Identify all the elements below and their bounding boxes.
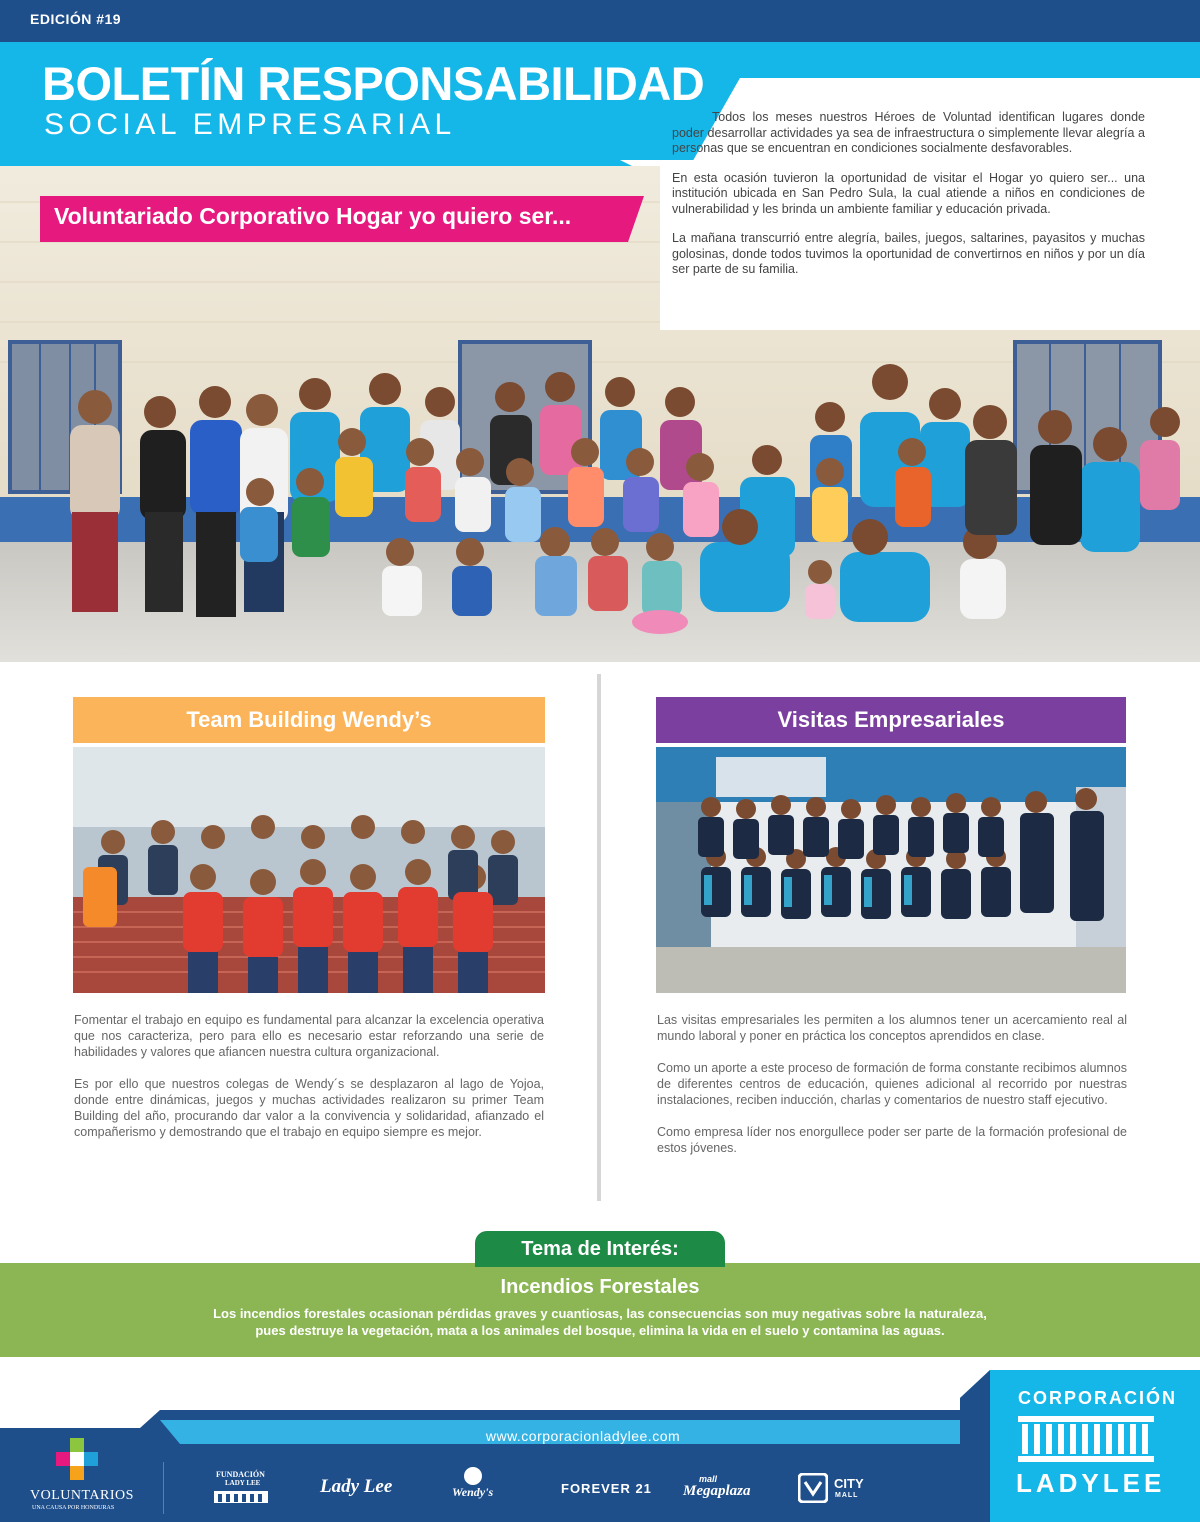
edition-label: EDICIÓN #19 xyxy=(30,11,122,27)
column-divider xyxy=(597,674,601,1201)
corporacion-logo-line2: LADYLEE xyxy=(1016,1468,1166,1498)
team-building-paragraph: Fomentar el trabajo en equipo es fundamental para alcanzar la excelencia operativa que nos caracteriza, pero para ello es necesario estar reforzando una serie de habilidades y valores que afiancen nuestra cultura organizacional. xyxy=(74,1013,544,1059)
visitas-paragraph: Como empresa líder nos enorgullece poder ser parte de la formación profesional de estos jóvenes. xyxy=(657,1125,1127,1155)
tema-body-line: pues destruye la vegetación, mata a los animales del bosque, elimina la vida en el suelo y contamina las aguas. xyxy=(255,1323,945,1338)
forever21-logo: FOREVER 21 xyxy=(561,1481,652,1496)
tema-body-line: Los incendios forestales ocasionan pérdidas graves y cuantiosas, las consecuencias son muy negativas sobre la naturaleza, xyxy=(213,1306,987,1321)
corporacion-building-icon xyxy=(1018,1412,1154,1464)
footer-divider xyxy=(163,1462,164,1514)
feature-paragraph: Todos los meses nuestros Héroes de Voluntad identifican lugares donde poder desarrollar actividades ya sea de infraestructura o simplemente llevar alegría a personas que se encuentran en condiciones socialmente desfavorables. xyxy=(672,110,1145,155)
newsletter-title: BOLETÍN RESPONSABILIDAD xyxy=(42,57,705,110)
megaplaza-logo-small: mall xyxy=(699,1474,718,1484)
top-bar xyxy=(0,0,1200,42)
newsletter-subtitle: SOCIAL EMPRESARIAL xyxy=(44,108,456,141)
feature-intro-text xyxy=(672,110,1145,292)
visitas-paragraph: Las visitas empresariales les permiten a los alumnos tener un acercamiento real al mundo laboral y poner en práctica los conceptos aprendidos en clase. xyxy=(657,1013,1127,1043)
header-underline xyxy=(0,166,660,178)
visitas-heading: Visitas Empresariales xyxy=(656,697,1126,743)
citymall-icon xyxy=(798,1473,828,1503)
voluntarios-tagline: UNA CAUSA POR HONDURAS xyxy=(32,1505,115,1511)
voluntarios-name: VOLUNTARIOS xyxy=(30,1488,134,1503)
citymall-logo-line1: CITY xyxy=(834,1476,864,1491)
feature-heading-banner xyxy=(40,196,644,242)
team-building-paragraph: Es por ello que nuestros colegas de Wendy´s se desplazaron al lago de Yojoa, donde entre dinámicas, juegos y muchas actividades realizaron su primer Team Building del año, procurando dar valor a la convivencia y solidaridad, afianzado el compañerismo y demostrando que el trabajo en equipo siempre es mejor. xyxy=(74,1077,544,1139)
tema-title: Incendios Forestales xyxy=(500,1276,700,1298)
megaplaza-logo: Megaplaza xyxy=(683,1483,751,1499)
voluntarios-logo-icon xyxy=(48,1438,108,1488)
feature-heading: Voluntariado Corporativo Hogar yo quiero ser... xyxy=(54,203,572,229)
team-building-heading: Team Building Wendy’s xyxy=(73,697,545,743)
citymall-logo-line2: MALL xyxy=(835,1492,859,1499)
team-building-photo xyxy=(73,747,545,993)
feature-paragraph: En esta ocasión tuvieron la oportunidad de visitar el Hogar yo quiero ser... una institución ubicada en San Pedro Sula, la cual atiende a niños en condiciones de vulnerabilidad y les brinda un ambiente familiar y educación privada. xyxy=(672,170,1145,216)
visitas-text xyxy=(657,1012,1127,1172)
tema-tab: Tema de Interés: xyxy=(475,1231,725,1267)
website-link[interactable]: www.corporacionladylee.com xyxy=(485,1428,681,1444)
team-building-text xyxy=(74,1012,544,1156)
visitas-photo xyxy=(656,747,1126,993)
fundacion-logo-line1: FUNDACIÓN xyxy=(216,1470,265,1479)
fundacion-logo-line2: LADY LEE xyxy=(225,1479,261,1487)
fundacion-building-icon xyxy=(214,1489,268,1503)
corporacion-logo-line1: CORPORACIÓN xyxy=(1018,1388,1178,1408)
visitas-paragraph: Como un aporte a este proceso de formación de forma constante recibimos alumnos de diferentes centros de educación, quienes adicional al recorrido por nuestras instalaciones, reciben inducción, charlas y comentarios de nuestro staff ejecutivo. xyxy=(657,1061,1127,1107)
wendys-logo: Wendy's xyxy=(452,1485,494,1499)
ladylee-logo: Lady Lee xyxy=(320,1476,393,1497)
wendys-face-icon xyxy=(464,1467,482,1485)
tema-body xyxy=(150,1305,1050,1339)
feature-paragraph: La mañana transcurrió entre alegría, bailes, juegos, saltarines, payasitos y muchas golosinas, donde todos tuvimos la oportunidad de convertirnos en niños y por un día ser parte de su familia. xyxy=(672,231,1145,276)
